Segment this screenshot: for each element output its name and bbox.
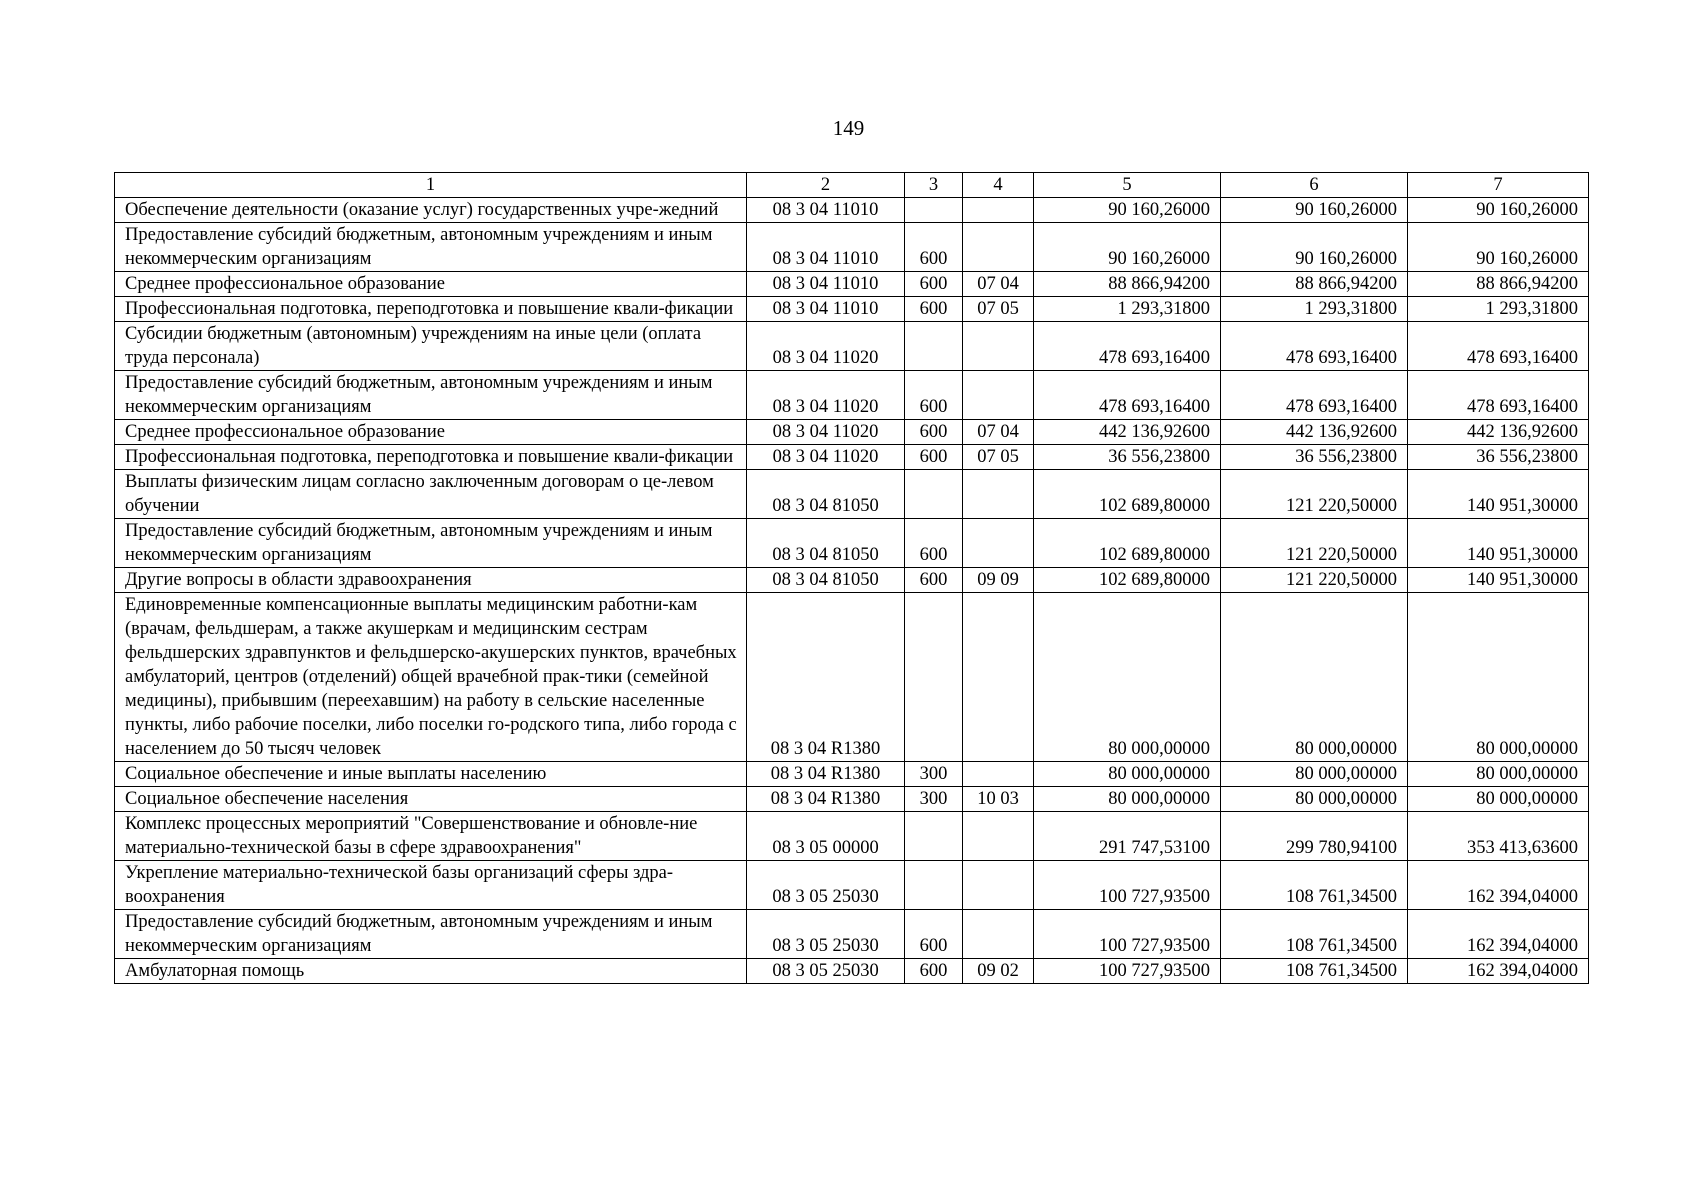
table-row	[115, 861, 1589, 910]
cell-target-code: 08 3 04 11020	[747, 445, 905, 470]
table-row	[115, 762, 1589, 787]
column-header: 4	[963, 173, 1034, 198]
cell-name: Комплекс процессных мероприятий "Совершенствование и обновле-ние материально-технической базы в сфере здравоохранения"	[115, 812, 747, 861]
cell-expense-type	[905, 322, 963, 371]
cell-section-code: 09 09	[963, 568, 1034, 593]
table-row	[115, 445, 1589, 470]
cell-expense-type: 600	[905, 297, 963, 322]
budget-table	[114, 172, 1589, 984]
cell-amount-6: 478 693,16400	[1221, 371, 1408, 420]
cell-amount-6: 88 866,94200	[1221, 272, 1408, 297]
cell-amount-7: 80 000,00000	[1408, 762, 1589, 787]
cell-target-code: 08 3 05 25030	[747, 910, 905, 959]
cell-amount-6: 90 160,26000	[1221, 198, 1408, 223]
table-row	[115, 593, 1589, 762]
cell-expense-type: 600	[905, 420, 963, 445]
cell-target-code: 08 3 04 11010	[747, 223, 905, 272]
cell-amount-7: 88 866,94200	[1408, 272, 1589, 297]
cell-target-code: 08 3 04 11020	[747, 420, 905, 445]
cell-amount-7: 478 693,16400	[1408, 322, 1589, 371]
cell-expense-type	[905, 861, 963, 910]
column-header: 2	[747, 173, 905, 198]
column-header: 5	[1034, 173, 1221, 198]
cell-name: Единовременные компенсационные выплаты медицинским работни-кам (врачам, фельдшерам, а также акушеркам и медицинским сестрам фельдшерских здравпунктов и фельдшерско-акушерских пунктов, врачебных амбулаторий, центров (отделений) общей врачебной прак-тики (семейной медицины), прибывшим (переехавшим) на работу в сельские населенные пункты, либо рабочие поселки, либо поселки го-родского типа, либо города с населением до 50 тысяч человек	[115, 593, 747, 762]
cell-amount-7: 80 000,00000	[1408, 787, 1589, 812]
cell-amount-7: 442 136,92600	[1408, 420, 1589, 445]
cell-section-code	[963, 593, 1034, 762]
cell-amount-5: 90 160,26000	[1034, 223, 1221, 272]
cell-target-code: 08 3 04 R1380	[747, 593, 905, 762]
cell-name: Другие вопросы в области здравоохранения	[115, 568, 747, 593]
table-row	[115, 322, 1589, 371]
cell-name: Предоставление субсидий бюджетным, автономным учреждениям и иным некоммерческим организациям	[115, 519, 747, 568]
cell-amount-5: 80 000,00000	[1034, 593, 1221, 762]
cell-section-code: 10 03	[963, 787, 1034, 812]
table-row	[115, 420, 1589, 445]
cell-amount-7: 1 293,31800	[1408, 297, 1589, 322]
cell-amount-5: 1 293,31800	[1034, 297, 1221, 322]
cell-amount-7: 162 394,04000	[1408, 861, 1589, 910]
cell-amount-6: 108 761,34500	[1221, 861, 1408, 910]
table-row	[115, 470, 1589, 519]
cell-section-code	[963, 470, 1034, 519]
cell-amount-5: 80 000,00000	[1034, 787, 1221, 812]
cell-name: Выплаты физическим лицам согласно заключенным договорам о це-левом обучении	[115, 470, 747, 519]
table-row	[115, 787, 1589, 812]
cell-amount-6: 121 220,50000	[1221, 470, 1408, 519]
table-row	[115, 959, 1589, 984]
cell-expense-type	[905, 470, 963, 519]
cell-name: Амбулаторная помощь	[115, 959, 747, 984]
cell-expense-type: 600	[905, 519, 963, 568]
cell-amount-6: 121 220,50000	[1221, 568, 1408, 593]
cell-amount-5: 100 727,93500	[1034, 910, 1221, 959]
cell-name: Профессиональная подготовка, переподготовка и повышение квали-фикации	[115, 297, 747, 322]
cell-target-code: 08 3 04 11010	[747, 272, 905, 297]
cell-expense-type: 300	[905, 762, 963, 787]
cell-name: Предоставление субсидий бюджетным, автономным учреждениям и иным некоммерческим организациям	[115, 910, 747, 959]
cell-name: Субсидии бюджетным (автономным) учреждениям на иные цели (оплата труда персонала)	[115, 322, 747, 371]
cell-section-code	[963, 762, 1034, 787]
cell-target-code: 08 3 04 11010	[747, 198, 905, 223]
cell-section-code	[963, 322, 1034, 371]
cell-amount-5: 90 160,26000	[1034, 198, 1221, 223]
table-row	[115, 272, 1589, 297]
cell-amount-6: 90 160,26000	[1221, 223, 1408, 272]
table-row	[115, 371, 1589, 420]
cell-amount-5: 102 689,80000	[1034, 568, 1221, 593]
cell-amount-6: 442 136,92600	[1221, 420, 1408, 445]
cell-section-code	[963, 812, 1034, 861]
page-number: 149	[832, 116, 865, 140]
cell-name: Среднее профессиональное образование	[115, 272, 747, 297]
cell-amount-5: 100 727,93500	[1034, 861, 1221, 910]
cell-amount-7: 140 951,30000	[1408, 519, 1589, 568]
table-row	[115, 910, 1589, 959]
cell-amount-5: 478 693,16400	[1034, 322, 1221, 371]
cell-section-code	[963, 519, 1034, 568]
cell-amount-7: 90 160,26000	[1408, 198, 1589, 223]
cell-section-code	[963, 223, 1034, 272]
cell-amount-7: 478 693,16400	[1408, 371, 1589, 420]
cell-amount-6: 121 220,50000	[1221, 519, 1408, 568]
cell-amount-5: 102 689,80000	[1034, 519, 1221, 568]
cell-target-code: 08 3 05 25030	[747, 959, 905, 984]
column-header: 1	[115, 173, 747, 198]
cell-amount-5: 442 136,92600	[1034, 420, 1221, 445]
cell-target-code: 08 3 04 11010	[747, 297, 905, 322]
cell-amount-5: 36 556,23800	[1034, 445, 1221, 470]
column-header: 6	[1221, 173, 1408, 198]
cell-expense-type	[905, 593, 963, 762]
cell-amount-5: 478 693,16400	[1034, 371, 1221, 420]
cell-amount-6: 1 293,31800	[1221, 297, 1408, 322]
cell-section-code: 07 05	[963, 297, 1034, 322]
cell-amount-7: 353 413,63600	[1408, 812, 1589, 861]
cell-amount-6: 80 000,00000	[1221, 787, 1408, 812]
cell-target-code: 08 3 04 11020	[747, 322, 905, 371]
cell-target-code: 08 3 04 81050	[747, 470, 905, 519]
cell-amount-6: 108 761,34500	[1221, 959, 1408, 984]
table-row	[115, 297, 1589, 322]
table-row	[115, 223, 1589, 272]
cell-name: Предоставление субсидий бюджетным, автономным учреждениям и иным некоммерческим организациям	[115, 223, 747, 272]
cell-name: Предоставление субсидий бюджетным, автономным учреждениям и иным некоммерческим организациям	[115, 371, 747, 420]
cell-expense-type: 600	[905, 910, 963, 959]
column-header: 7	[1408, 173, 1589, 198]
cell-target-code: 08 3 04 81050	[747, 568, 905, 593]
cell-target-code: 08 3 05 25030	[747, 861, 905, 910]
cell-name: Укрепление материально-технической базы организаций сферы здра-воохранения	[115, 861, 747, 910]
cell-amount-6: 108 761,34500	[1221, 910, 1408, 959]
cell-amount-5: 102 689,80000	[1034, 470, 1221, 519]
cell-expense-type: 600	[905, 445, 963, 470]
cell-expense-type: 600	[905, 272, 963, 297]
cell-amount-6: 80 000,00000	[1221, 593, 1408, 762]
cell-expense-type	[905, 198, 963, 223]
cell-amount-7: 140 951,30000	[1408, 470, 1589, 519]
table-row	[115, 519, 1589, 568]
cell-expense-type: 600	[905, 959, 963, 984]
cell-amount-5: 100 727,93500	[1034, 959, 1221, 984]
table-row	[115, 198, 1589, 223]
cell-expense-type	[905, 812, 963, 861]
cell-name: Социальное обеспечение населения	[115, 787, 747, 812]
cell-expense-type: 600	[905, 223, 963, 272]
cell-name: Профессиональная подготовка, переподготовка и повышение квали-фикации	[115, 445, 747, 470]
cell-amount-7: 162 394,04000	[1408, 959, 1589, 984]
cell-section-code: 07 05	[963, 445, 1034, 470]
cell-target-code: 08 3 04 11020	[747, 371, 905, 420]
cell-expense-type: 600	[905, 371, 963, 420]
cell-expense-type: 600	[905, 568, 963, 593]
cell-amount-5: 291 747,53100	[1034, 812, 1221, 861]
cell-amount-6: 80 000,00000	[1221, 762, 1408, 787]
cell-name: Обеспечение деятельности (оказание услуг) государственных учре-жедний	[115, 198, 747, 223]
table-row	[115, 812, 1589, 861]
cell-amount-7: 36 556,23800	[1408, 445, 1589, 470]
cell-amount-6: 478 693,16400	[1221, 322, 1408, 371]
cell-section-code: 07 04	[963, 272, 1034, 297]
cell-section-code	[963, 198, 1034, 223]
cell-amount-6: 36 556,23800	[1221, 445, 1408, 470]
table-header-row	[115, 173, 1589, 198]
column-header: 3	[905, 173, 963, 198]
cell-amount-7: 80 000,00000	[1408, 593, 1589, 762]
table-body	[115, 198, 1589, 984]
cell-target-code: 08 3 04 R1380	[747, 787, 905, 812]
cell-amount-7: 162 394,04000	[1408, 910, 1589, 959]
cell-expense-type: 300	[905, 787, 963, 812]
cell-section-code: 07 04	[963, 420, 1034, 445]
cell-name: Социальное обеспечение и иные выплаты населению	[115, 762, 747, 787]
cell-target-code: 08 3 05 00000	[747, 812, 905, 861]
cell-name: Среднее профессиональное образование	[115, 420, 747, 445]
cell-amount-5: 80 000,00000	[1034, 762, 1221, 787]
cell-section-code: 09 02	[963, 959, 1034, 984]
cell-target-code: 08 3 04 81050	[747, 519, 905, 568]
cell-amount-5: 88 866,94200	[1034, 272, 1221, 297]
cell-amount-6: 299 780,94100	[1221, 812, 1408, 861]
cell-section-code	[963, 910, 1034, 959]
cell-amount-7: 90 160,26000	[1408, 223, 1589, 272]
cell-target-code: 08 3 04 R1380	[747, 762, 905, 787]
cell-section-code	[963, 861, 1034, 910]
cell-section-code	[963, 371, 1034, 420]
table-row	[115, 568, 1589, 593]
cell-amount-7: 140 951,30000	[1408, 568, 1589, 593]
